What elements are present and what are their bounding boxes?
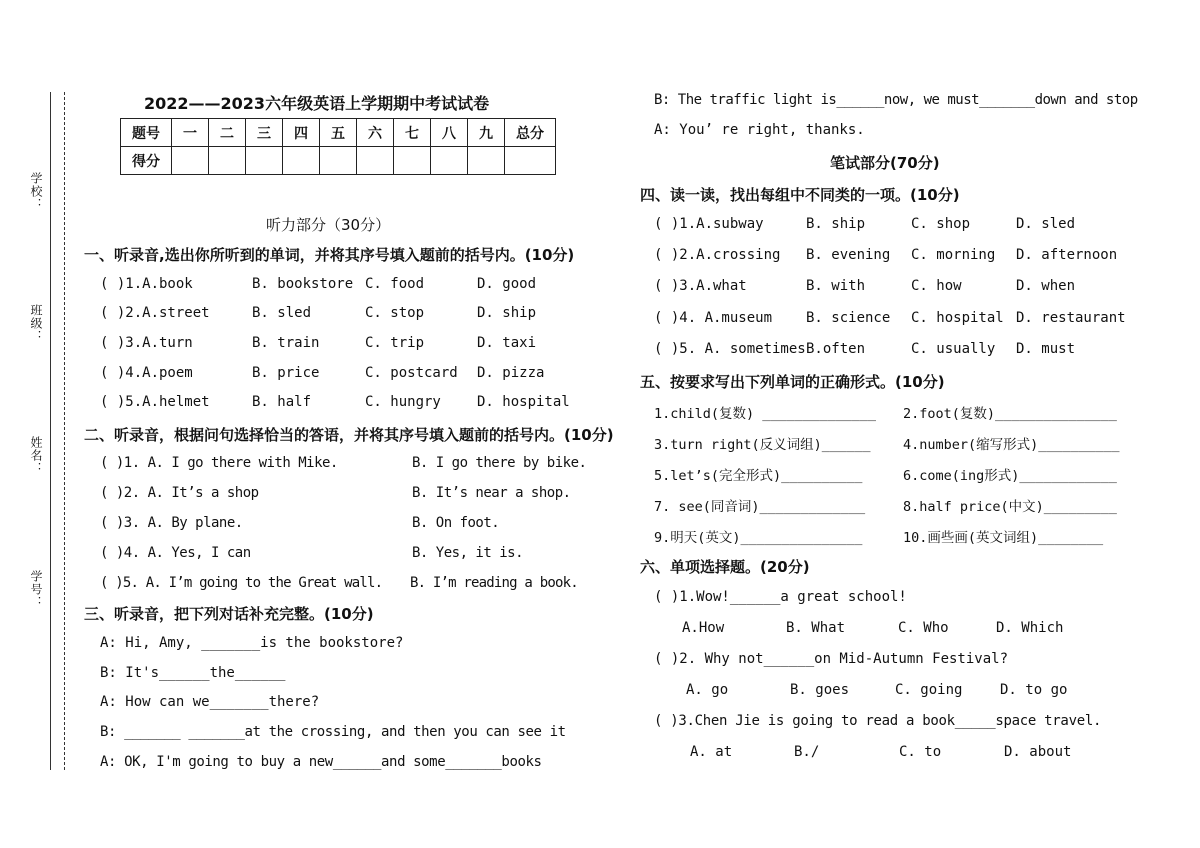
option-d: D. afternoon: [1016, 247, 1118, 263]
written-heading: 笔试部分(70分): [830, 154, 940, 172]
dialog-line: A: OK, I'm going to buy a new______and some_______books: [100, 754, 542, 770]
option-d: D. hospital: [477, 394, 570, 410]
word-form-item: 2.foot(复数)_______________: [903, 406, 1117, 422]
section-6-heading: 六、单项选择题。(20分): [640, 558, 810, 576]
question-stem: ( )2.A.crossing: [654, 247, 781, 263]
word-form-item: 8.half price(中文)_________: [903, 499, 1117, 515]
question-stem: ( )2. Why not______on Mid-Autumn Festival?: [654, 651, 1009, 667]
option-b: B. ship: [806, 216, 866, 232]
score-cell: 题号: [121, 119, 172, 147]
question-stem: ( )4.A.poem: [100, 365, 193, 381]
question-stem: ( )3. A. By plane.: [100, 515, 243, 531]
option-c: C. postcard: [365, 365, 458, 381]
option-c: C. how: [911, 278, 962, 294]
option-d: D. restaurant: [1016, 310, 1126, 326]
dialog-line: A: You’ re right, thanks.: [654, 122, 865, 138]
exam-title: 2022——2023六年级英语上学期期中考试试卷: [144, 94, 490, 113]
option-b: B. I go there by bike.: [412, 455, 587, 471]
word-form-item: 10.画些画(英文词组)________: [903, 530, 1104, 546]
score-cell: 四: [283, 119, 320, 147]
option-b: B. It’s near a shop.: [412, 485, 571, 501]
question-stem: ( )1. A. I go there with Mike.: [100, 455, 338, 471]
option-a: A.How: [682, 620, 725, 636]
question-stem: ( )1.A.book: [100, 276, 193, 292]
binding-line-dashed: [64, 92, 65, 770]
option-c: C. to: [899, 744, 942, 760]
word-form-item: 7. see(同音词)_____________: [654, 499, 866, 515]
score-cell: 八: [431, 119, 468, 147]
option-b: B. half: [252, 394, 312, 410]
section-5-heading: 五、按要求写出下列单词的正确形式。(10分): [640, 373, 945, 391]
option-b: B. Yes, it is.: [412, 545, 524, 561]
word-form-item: 3.turn right(反义词组)______: [654, 437, 871, 453]
score-entry-cell[interactable]: [172, 147, 209, 175]
question-stem: ( )5. A. sometimes: [654, 341, 806, 357]
option-b: B./: [794, 744, 820, 760]
option-b: B.often: [806, 341, 866, 357]
option-d: D. Which: [996, 620, 1064, 636]
section-1-heading: 一、听录音,选出你所听到的单词，并将其序号填入题前的括号内。(10分): [84, 246, 575, 264]
option-a: A. at: [690, 744, 733, 760]
question-stem: ( )3.Chen Jie is going to read a book_____space travel.: [654, 713, 1102, 729]
option-c: C. hospital: [911, 310, 1004, 326]
score-cell: 六: [357, 119, 394, 147]
score-cell: 七: [394, 119, 431, 147]
dialog-line: B: It's______the______: [100, 665, 286, 681]
section-2-heading: 二、听录音，根据问句选择恰当的答语，并将其序号填入题前的括号内。(10分): [84, 426, 614, 444]
score-cell: 五: [320, 119, 357, 147]
option-d: D. about: [1004, 744, 1072, 760]
question-stem: ( )2. A. It’s a shop: [100, 485, 259, 501]
option-b: B. I’m reading a book.: [410, 575, 578, 591]
option-b: B. On foot.: [412, 515, 500, 531]
binding-line-solid: [50, 92, 51, 770]
listening-heading: 听力部分（30分）: [266, 216, 391, 234]
option-b: B. goes: [790, 682, 850, 698]
option-c: C. stop: [365, 305, 425, 321]
option-b: B. bookstore: [252, 276, 354, 292]
section-3-heading: 三、听录音，把下列对话补充完整。(10分): [84, 605, 374, 623]
option-d: D. when: [1016, 278, 1076, 294]
score-entry-cell[interactable]: [505, 147, 556, 175]
question-stem: ( )3.A.what: [654, 278, 747, 294]
option-c: C. Who: [898, 620, 949, 636]
class-label: 班级：: [29, 304, 43, 343]
score-entry-cell[interactable]: [320, 147, 357, 175]
score-entry-cell[interactable]: [357, 147, 394, 175]
option-d: D. ship: [477, 305, 537, 321]
option-c: C. usually: [911, 341, 996, 357]
score-entry-cell[interactable]: [283, 147, 320, 175]
question-stem: ( )4. A. Yes, I can: [100, 545, 251, 561]
option-d: D. to go: [1000, 682, 1068, 698]
word-form-item: 5.let’s(完全形式)__________: [654, 468, 863, 484]
option-d: D. taxi: [477, 335, 537, 351]
score-table-header-row: [121, 119, 556, 147]
word-form-item: 6.come(ing形式)____________: [903, 468, 1117, 484]
option-b: B. price: [252, 365, 320, 381]
option-b: B. evening: [806, 247, 891, 263]
score-entry-cell[interactable]: [209, 147, 246, 175]
word-form-item: 4.number(缩写形式)__________: [903, 437, 1120, 453]
score-entry-cell[interactable]: [246, 147, 283, 175]
score-cell: 一: [172, 119, 209, 147]
option-c: C. shop: [911, 216, 971, 232]
word-form-item: 9.明天(英文)_______________: [654, 530, 863, 546]
option-d: D. good: [477, 276, 537, 292]
score-cell: 九: [468, 119, 505, 147]
school-label: 学校：: [29, 172, 43, 211]
option-b: B. science: [806, 310, 891, 326]
dialog-line: A: How can we_______there?: [100, 694, 320, 710]
option-c: C. food: [365, 276, 425, 292]
score-cell: 总分: [505, 119, 556, 147]
option-b: B. with: [806, 278, 866, 294]
option-b: B. train: [252, 335, 320, 351]
score-table: [120, 118, 556, 175]
id-label: 学号：: [29, 570, 43, 609]
section-4-heading: 四、读一读，找出每组中不同类的一项。(10分): [640, 186, 960, 204]
question-stem: ( )1.Wow!______a great school!: [654, 589, 907, 605]
question-stem: ( )3.A.turn: [100, 335, 193, 351]
option-c: C. going: [895, 682, 963, 698]
option-b: B. sled: [252, 305, 312, 321]
question-stem: ( )5.A.helmet: [100, 394, 210, 410]
question-stem: ( )5. A. I’m going to the Great wall.: [100, 575, 383, 591]
option-c: C. morning: [911, 247, 996, 263]
option-c: C. trip: [365, 335, 425, 351]
word-form-item: 1.child(复数) ______________: [654, 406, 877, 422]
option-d: D. pizza: [477, 365, 545, 381]
score-entry-cell[interactable]: [431, 147, 468, 175]
option-d: D. sled: [1016, 216, 1076, 232]
score-cell: 三: [246, 119, 283, 147]
dialog-line: B: _______ _______at the crossing, and then you can see it: [100, 724, 566, 740]
score-entry-cell[interactable]: [394, 147, 431, 175]
score-cell: 得分: [121, 147, 172, 175]
question-stem: ( )2.A.street: [100, 305, 210, 321]
option-a: A. go: [686, 682, 729, 698]
question-stem: ( )1.A.subway: [654, 216, 764, 232]
name-label: 姓名：: [29, 436, 43, 475]
option-b: B. What: [786, 620, 846, 636]
dialog-line: A: Hi, Amy, _______is the bookstore?: [100, 635, 404, 651]
question-stem: ( )4. A.museum: [654, 310, 773, 326]
score-table-score-row: [121, 147, 556, 175]
score-entry-cell[interactable]: [468, 147, 505, 175]
score-cell: 二: [209, 119, 246, 147]
dialog-line: B: The traffic light is______now, we must_______down and stop: [654, 92, 1138, 108]
option-d: D. must: [1016, 341, 1076, 357]
option-c: C. hungry: [365, 394, 441, 410]
